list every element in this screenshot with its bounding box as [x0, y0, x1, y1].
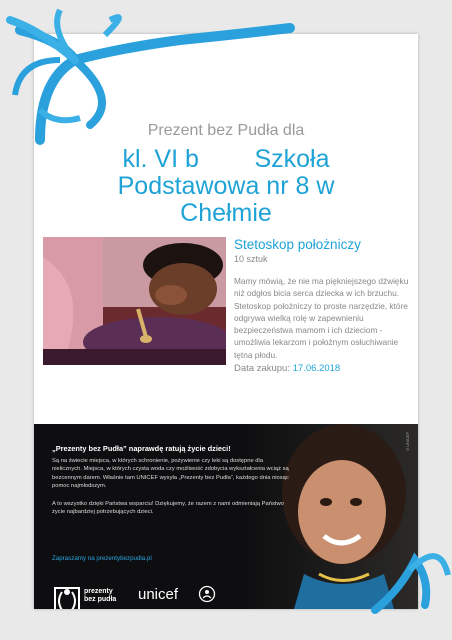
product-description: Mamy mówią, że nie ma piękniejszego dźwięku niż odgłos bicia serca dziecka w ich brzuchu. Stetoskop położniczy to proste narzędzie, które odgrywa wielką rolę w zapewnieniu bezpieczeństwa mamom i ich dzieciom - umożliwia lekarzom i położnym osłuchiwanie tętna płodu.: [234, 276, 409, 360]
recipient-name: [64, 146, 388, 227]
card-intro: Prezent bez Pudła dla: [147, 122, 305, 139]
logo-text-line: bez pudła: [84, 596, 117, 603]
purchase-date: [234, 363, 340, 374]
purchase-date-value: 17.06.2018: [292, 363, 341, 374]
banner-paragraph: A to wszystko dzięki Państwa wsparciu! Dziękujemy, że razem z nami odmieniają Państwo życie najbardziej potrzebujących dzieci.: [52, 501, 284, 516]
product-photo: [43, 237, 226, 365]
gift-card: [34, 34, 418, 609]
recipient-line: kl. VI b Szkoła: [122, 145, 330, 173]
recipient-line: Podstawowa nr 8 w: [117, 172, 335, 200]
website-link[interactable]: Zapraszamy na prezentybezpudla.pl: [52, 555, 152, 562]
unicef-banner: [34, 424, 418, 609]
logo-text-line: prezenty: [84, 588, 113, 595]
prezenty-bez-pudla-logo: [52, 584, 117, 609]
purchase-date-label: Data zakupu:: [234, 363, 290, 374]
gift-box-icon: [52, 584, 82, 609]
photo-credit: ©UNICEF: [405, 432, 410, 452]
unicef-logo-text: unicef: [138, 586, 179, 603]
product-title: Stetoskop położniczy: [234, 237, 361, 252]
banner-paragraph: Są na świecie miejsca, w których schronienie, pożywienie czy leki są dostępne dla nielicznych. Miejsca, w których czysta woda czy możliwość zdobycia wykształcenia wciąż są bezcennym darem. Właśnie tam UNICEF wysyła „Prezenty bez Pudła”, każdego dnia niosąc pomoc najmłodszym.: [52, 458, 289, 490]
product-quantity: 10 sztuk: [234, 254, 268, 264]
recipient-line: Chełmie: [180, 199, 272, 227]
unicef-globe-icon: [198, 585, 216, 603]
banner-headline: „Prezenty bez Pudła” naprawdę ratują życie dzieci!: [52, 444, 231, 453]
